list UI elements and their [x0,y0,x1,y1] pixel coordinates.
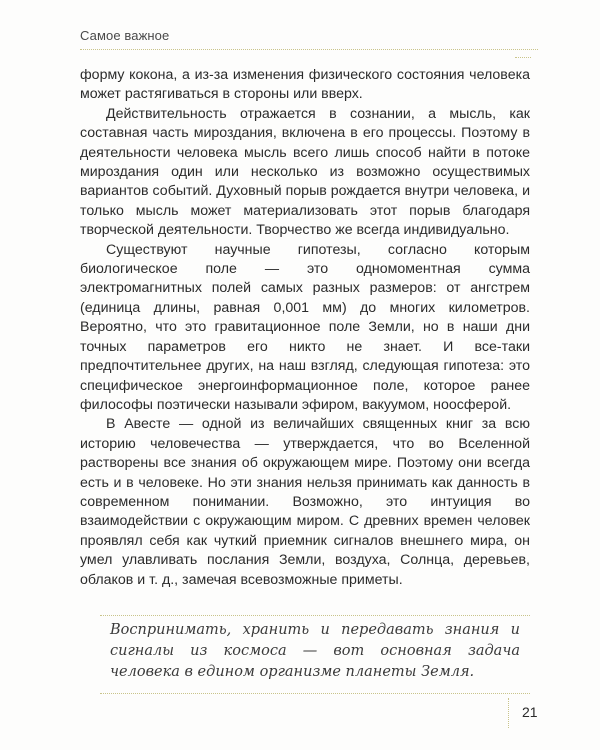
callout-bottom-rule [100,693,530,694]
header-dotted-rule [80,49,538,50]
paragraph-biofield: Существуют научные гипотезы, согласно которым биологическое поле — это одномоментная сумма электромагнитных полей самых разных размеров: от ангстрем (единица длины, равная 0,001 мм) до многих километров. Вероятно, что это гравитационное поле Земли, но в наши дни точных параметров его никто не знает. И все-таки предпочтительнее других, на наш взгляд, следующая гипотеза: это специфическое энергоинформационное поле, которое ранее философы поэтически называли эфиром, вакуумом, ноосферой. [80,241,530,413]
body-text-block [80,66,530,590]
page-number: 21 [522,704,538,720]
paragraph-continuation: форму кокона, а из-за изменения физического состояния человека может растягиваться в стороны или вверх. [80,67,530,103]
callout-quote: Воспринимать, хранить и передавать знания и сигналы из космоса — вот основная задача человека в едином организме планеты Земля. [110,622,520,680]
running-header-title: Самое важное [80,28,170,43]
paragraph-reality: Действительность отражается в сознании, а мысль, как составная часть мироздания, включена в его процессы. Поэтому в деятельности человека мысль всего лишь способ найти в потоке мироздания один или несколько из возможно осуществимых вариантов событий. Духовный порыв рождается внутри человека, и только мысль может материализовать этот порыв благодаря творческой деятельности. Творчество же всегда индивидуально. [80,105,530,239]
paragraph-avesta: В Авесте — одной из величайших священных книг за всю историю человечества — утверждается, что во Вселенной растворены все знания об окружающем мире. Поэтому они всегда есть и в человеке. Но эти знания нельзя принимать как данность в современном понимании. Возможно, это интуиция во взаимодействии с окружающим миром. С древних времен человек проявлял себя как чуткий приемник сигналов внешнего мира, он умел улавливать послания Земли, воздуха, Солнца, деревьев, облаков и т. д., замечая всевозможные приметы. [80,416,530,588]
callout-top-rule [100,615,530,616]
header-dotted-tick [515,57,531,58]
